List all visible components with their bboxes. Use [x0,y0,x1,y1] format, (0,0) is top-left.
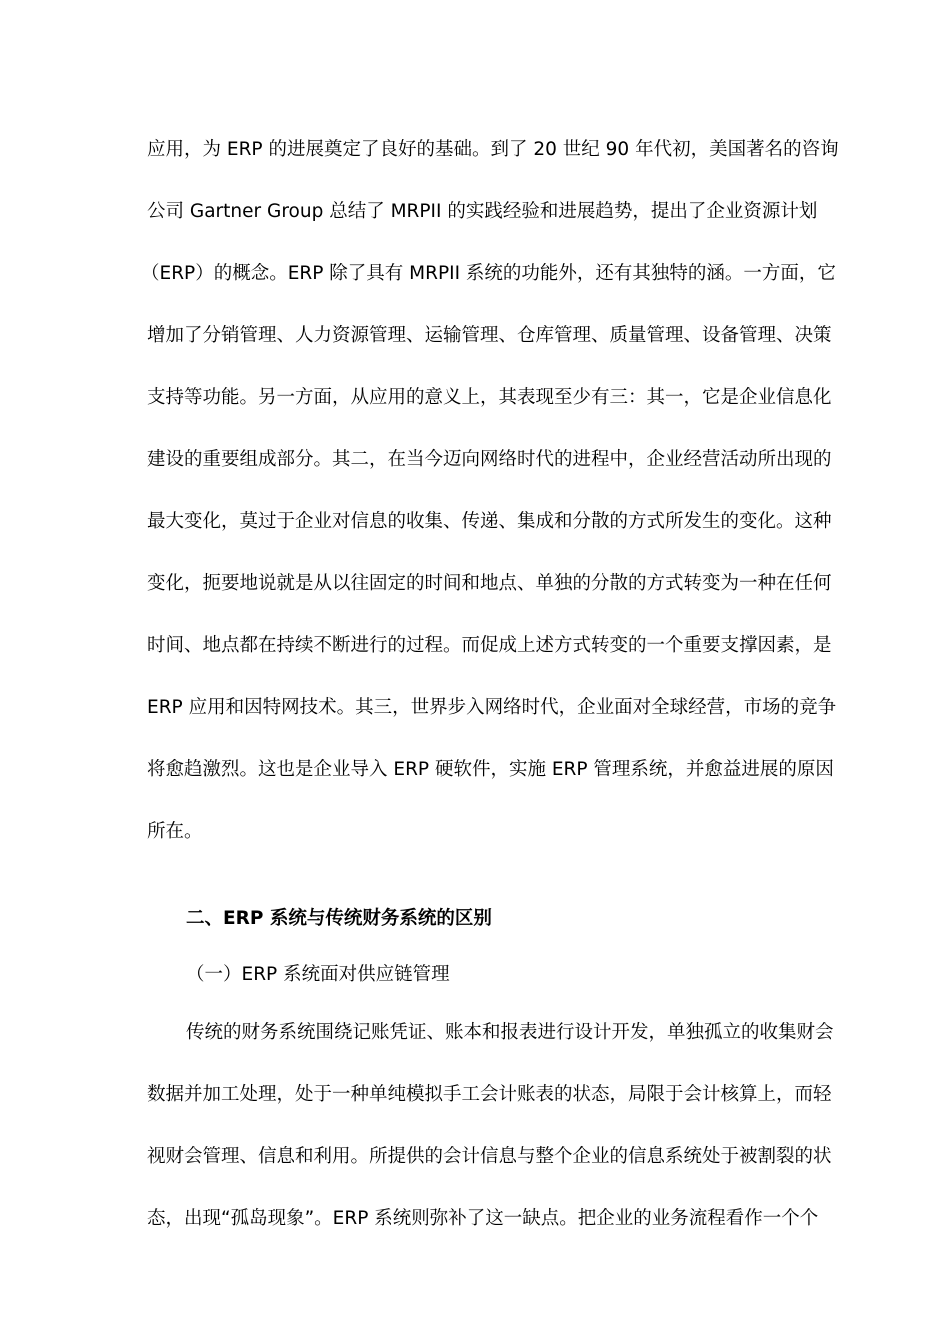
paragraph1-line-3: （ERP）的概念。ERP 除了具有 MRPII 系统的功能外，还有其独特的涵。一方面，它 [141,263,836,284]
paragraph1-line-6: 建设的重要组成部分。其二，在当今迈向网络时代的进程中，企业经营活动所出现的 [147,449,832,470]
paragraph2-line-4: 态，出现“孤岛现象”。ERP 系统则弥补了这一缺点。把企业的业务流程看作一个个 [147,1208,819,1229]
paragraph2-line-1: 传统的财务系统围绕记账凭证、账本和报表进行设计开发，单独孤立的收集财会 [186,1022,834,1043]
paragraph2-line-3: 视财会管理、信息和利用。所提供的会计信息与整个企业的信息系统处于被割裂的状 [147,1146,832,1167]
paragraph1-line-1: 应用，为 ERP 的进展奠定了良好的基础。到了 20 世纪 90 年代初，美国著名的咨询 [147,139,839,160]
section-heading: 二、ERP 系统与传统财务系统的区别 [186,908,492,929]
paragraph1-line-8: 变化，扼要地说就是从以往固定的时间和地点、单独的分散的方式转变为一种在任何 [147,573,832,594]
paragraph2-line-2: 数据并加工处理，处于一种单纯模拟手工会计账表的状态，局限于会计核算上，而轻 [147,1084,832,1105]
subsection-heading: （一）ERP 系统面对供应链管理 [186,964,450,985]
paragraph1-line-9: 时间、地点都在持续不断进行的过程。而促成上述方式转变的一个重要支撑因素，是 [147,635,832,656]
paragraph1-line-7: 最大变化，莫过于企业对信息的收集、传递、集成和分散的方式所发生的变化。这种 [147,511,832,532]
paragraph1-line-11: 将愈趋激烈。这也是企业导入 ERP 硬软件，实施 ERP 管理系统，并愈益进展的原因 [147,759,834,780]
paragraph1-line-4: 增加了分销管理、人力资源管理、运输管理、仓库管理、质量管理、设备管理、决策 [147,325,832,346]
paragraph1-line-5: 支持等功能。另一方面，从应用的意义上，其表现至少有三：其一，它是企业信息化 [147,387,832,408]
paragraph1-line-12: 所在。 [147,821,203,842]
paragraph1-line-10: ERP 应用和因特网技术。其三，世界步入网络时代，企业面对全球经营，市场的竞争 [147,697,837,718]
paragraph1-line-2: 公司 Gartner Group 总结了 MRPII 的实践经验和进展趋势，提出了企业资源计划 [147,201,818,222]
